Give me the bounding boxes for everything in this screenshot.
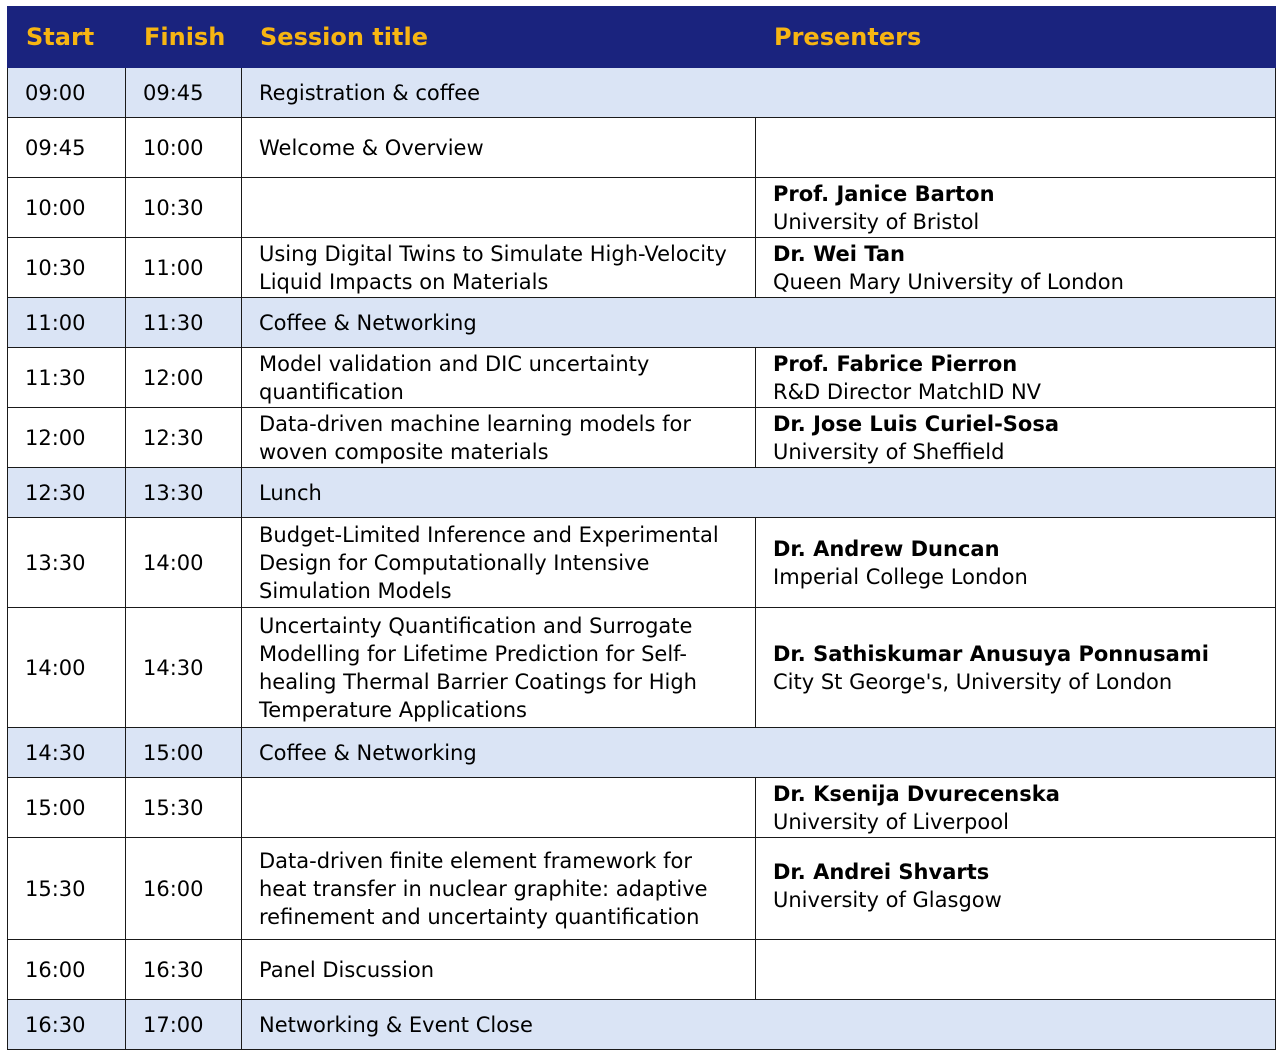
- finish-time: 15:30: [126, 778, 242, 838]
- table-row: [8, 778, 1276, 838]
- start-time: 15:00: [8, 778, 126, 838]
- presenter-cell: [756, 838, 1276, 940]
- table-row: [8, 348, 1276, 408]
- finish-time: 17:00: [126, 1000, 242, 1050]
- presenter-name: Dr. Wei Tan: [773, 241, 905, 266]
- presenter-affiliation: Queen Mary University of London: [773, 269, 1124, 294]
- finish-time: 15:00: [126, 728, 242, 778]
- table-row: [8, 608, 1276, 728]
- table-row: [8, 940, 1276, 1000]
- session-title: Lunch: [242, 468, 1276, 518]
- start-time: 11:00: [8, 298, 126, 348]
- presenter-affiliation: City St George's, University of London: [773, 669, 1173, 694]
- session-title: Using Digital Twins to Simulate High-Velocity Liquid Impacts on Materials: [242, 238, 756, 298]
- session-title: Panel Discussion: [242, 940, 756, 1000]
- session-title: Data-driven machine learning models for woven composite materials: [242, 408, 756, 468]
- finish-time: 13:30: [126, 468, 242, 518]
- table-row: [8, 518, 1276, 608]
- table-row: [8, 298, 1276, 348]
- presenter-name: Prof. Janice Barton: [773, 181, 995, 206]
- finish-time: 10:30: [126, 178, 242, 238]
- table-row: [8, 838, 1276, 940]
- presenter-cell: [756, 178, 1276, 238]
- presenter-affiliation: Imperial College London: [773, 564, 1028, 589]
- finish-time: 10:00: [126, 118, 242, 178]
- presenter-affiliation: University of Glasgow: [773, 888, 1002, 912]
- finish-time: 12:30: [126, 408, 242, 468]
- table-row: [8, 118, 1276, 178]
- presenter-cell: [756, 608, 1276, 728]
- presenter-affiliation: University of Sheffield: [773, 439, 1005, 464]
- presenter-cell: [756, 408, 1276, 468]
- presenter-affiliation: University of Bristol: [773, 209, 980, 234]
- presenter-name: Prof. Fabrice Pierron: [773, 351, 1018, 376]
- start-time: 09:45: [8, 118, 126, 178]
- table-row: [8, 178, 1276, 238]
- session-title: Coffee & Networking: [242, 298, 1276, 348]
- start-time: 12:30: [8, 468, 126, 518]
- start-time: 14:00: [8, 608, 126, 728]
- header-row: [8, 7, 1276, 68]
- presenter-name: Dr. Jose Luis Curiel-Sosa: [773, 411, 1060, 436]
- agenda-table: [7, 6, 1276, 1050]
- presenter-cell: [756, 518, 1276, 608]
- session-title: [242, 778, 756, 838]
- session-title: Registration & coffee: [242, 68, 1276, 118]
- presenter-affiliation: R&D Director MatchID NV: [773, 379, 1042, 404]
- header-presenters: Presenters: [756, 7, 1276, 68]
- start-time: 10:00: [8, 178, 126, 238]
- start-time: 14:30: [8, 728, 126, 778]
- finish-time: 16:30: [126, 940, 242, 1000]
- finish-time: 14:30: [126, 608, 242, 728]
- table-row: [8, 238, 1276, 298]
- header-start: Start: [8, 7, 126, 68]
- presenter-cell: [756, 118, 1276, 178]
- start-time: 13:30: [8, 518, 126, 608]
- session-title: Uncertainty Quantification and Surrogate Modelling for Lifetime Prediction for Self-healing Thermal Barrier Coatings for High Temperature Applications: [242, 608, 756, 728]
- presenter-cell: [756, 348, 1276, 408]
- session-title: [242, 178, 756, 238]
- presenter-affiliation: University of Liverpool: [773, 809, 1009, 834]
- start-time: 16:00: [8, 940, 126, 1000]
- finish-time: 12:00: [126, 348, 242, 408]
- table-row: [8, 408, 1276, 468]
- presenter-name: Dr. Andrew Duncan: [773, 536, 1000, 561]
- session-title: Welcome & Overview: [242, 118, 756, 178]
- session-title: Model validation and DIC uncertainty quantification: [242, 348, 756, 408]
- start-time: 12:00: [8, 408, 126, 468]
- finish-time: 14:00: [126, 518, 242, 608]
- start-time: 10:30: [8, 238, 126, 298]
- presenter-cell: [756, 238, 1276, 298]
- finish-time: 09:45: [126, 68, 242, 118]
- header-session-title: Session title: [242, 7, 756, 68]
- presenter-name: Dr. Ksenija Dvurecenska: [773, 781, 1060, 806]
- finish-time: 11:30: [126, 298, 242, 348]
- header-finish: Finish: [126, 7, 242, 68]
- session-title: Coffee & Networking: [242, 728, 1276, 778]
- presenter-cell: [756, 778, 1276, 838]
- finish-time: 11:00: [126, 238, 242, 298]
- session-title: Data-driven finite element framework for heat transfer in nuclear graphite: adaptive refinement and uncertainty quantification: [242, 838, 756, 940]
- presenter-cell: [756, 940, 1276, 1000]
- presenter-name: Dr. Andrei Shvarts: [773, 860, 990, 884]
- start-time: 16:30: [8, 1000, 126, 1050]
- table-row: [8, 68, 1276, 118]
- session-title: Budget-Limited Inference and Experimental Design for Computationally Intensive Simulation Models: [242, 518, 756, 608]
- table-row: [8, 1000, 1276, 1050]
- start-time: 09:00: [8, 68, 126, 118]
- table-row: [8, 728, 1276, 778]
- start-time: 15:30: [8, 838, 126, 940]
- start-time: 11:30: [8, 348, 126, 408]
- table-row: [8, 468, 1276, 518]
- finish-time: 16:00: [126, 838, 242, 940]
- session-title: Networking & Event Close: [242, 1000, 1276, 1050]
- presenter-name: Dr. Sathiskumar Anusuya Ponnusami: [773, 641, 1209, 666]
